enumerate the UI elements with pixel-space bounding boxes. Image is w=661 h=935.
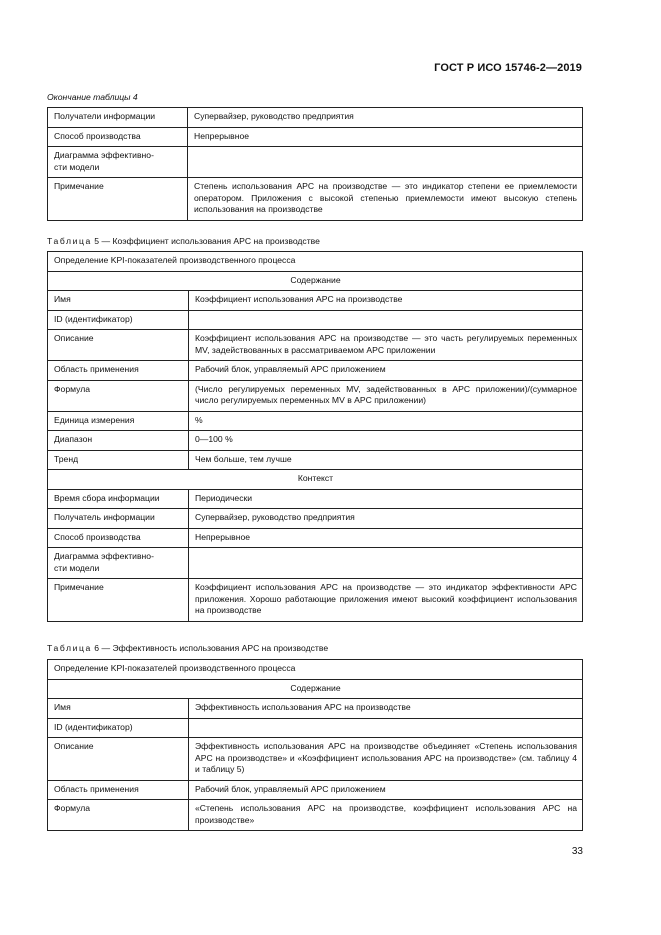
row-label: Диаграмма эффективно- сти модели: [48, 147, 188, 178]
table-row: [48, 330, 583, 361]
row-value: %: [189, 411, 583, 431]
row-label: Область применения: [48, 361, 189, 381]
table-row: [48, 528, 583, 548]
table4-end: [47, 107, 583, 221]
table5-definition: Определение KPI-показателей производственного процесса: [48, 252, 583, 272]
table5-caption-title: — Коэффициент использования APC на производстве: [101, 236, 320, 246]
table-row: [48, 431, 583, 451]
table-row: [48, 509, 583, 529]
table6-caption: [47, 643, 328, 653]
table5-section-content: Содержание: [48, 271, 583, 291]
row-value: Непрерывное: [189, 528, 583, 548]
table-row: [48, 548, 583, 579]
row-label: Тренд: [48, 450, 189, 470]
row-label: Формула: [48, 380, 189, 411]
row-value: Периодически: [189, 489, 583, 509]
row-label: Диаграмма эффективно- сти модели: [48, 548, 189, 579]
table5-caption-prefix: Таблица: [47, 236, 92, 246]
table-row: [48, 252, 583, 272]
row-label: Описание: [48, 330, 189, 361]
table-row: [48, 147, 583, 178]
row-value: Рабочий блок, управляемый APC приложением: [189, 780, 583, 800]
row-value: «Степень использования APC на производстве, коэффициент использования APC на производстве»: [189, 800, 583, 831]
row-label: Получатель информации: [48, 509, 189, 529]
row-value: 0—100 %: [189, 431, 583, 451]
table-row: [48, 780, 583, 800]
table6: [47, 659, 583, 831]
row-value: Степень использования APC на производстве — это индикатор степени ее приемлемости оператором. Приложения с высокой степенью приемлемости имеют высокую степень использования на производстве: [188, 178, 583, 221]
document-id-header: ГОСТ Р ИСО 15746-2—2019: [434, 62, 582, 74]
row-value: Эффективность использования APC на производстве объединяет «Степень использования APC на производстве» и «Коэффициент использования APC на производстве» (см. таблицу 4 и таблицу 5): [189, 738, 583, 781]
row-value: Коэффициент использования APC на производстве: [189, 291, 583, 311]
row-label: Примечание: [48, 579, 189, 622]
row-value: (Число регулируемых переменных MV, задействованных в APC приложении)/(суммарное число регулируемых переменных MV в APC приложении): [189, 380, 583, 411]
table-row: [48, 411, 583, 431]
row-value: Рабочий блок, управляемый APC приложением: [189, 361, 583, 381]
table6-content-rows: [48, 699, 583, 831]
row-value: Супервайзер, руководство предприятия: [189, 509, 583, 529]
row-value: Эффективность использования APC на производстве: [189, 699, 583, 719]
table-row: [48, 291, 583, 311]
table-row: [48, 718, 583, 738]
table5-content-rows: [48, 291, 583, 470]
row-label: Единица измерения: [48, 411, 189, 431]
table5-caption-number: 5: [94, 236, 100, 246]
table5-body: [48, 252, 583, 291]
row-value: [189, 718, 583, 738]
row-label: Описание: [48, 738, 189, 781]
table5-context-rows: [48, 489, 583, 621]
table-row: [48, 108, 583, 128]
row-label: Способ производства: [48, 127, 188, 147]
table4-end-caption: Окончание таблицы 4: [47, 92, 138, 102]
table-row: [48, 489, 583, 509]
table5-caption: [47, 236, 320, 246]
table-row: [48, 450, 583, 470]
row-label: Получатели информации: [48, 108, 188, 128]
table5-context-section: [48, 470, 583, 490]
row-value: Коэффициент использования APC на производстве — это часть регулируемых переменных MV, задействованных в рассматриваемом APC приложении: [189, 330, 583, 361]
table-row: [48, 310, 583, 330]
table5-section-context: Контекст: [48, 470, 583, 490]
table6-caption-number: 6: [94, 643, 100, 653]
table6-section-content: Содержание: [48, 679, 583, 699]
row-label: Диапазон: [48, 431, 189, 451]
row-value: Чем больше, тем лучше: [189, 450, 583, 470]
table-row: [48, 127, 583, 147]
row-value: [189, 310, 583, 330]
row-label: Примечание: [48, 178, 188, 221]
table-row: [48, 380, 583, 411]
table6-caption-prefix: Таблица: [47, 643, 92, 653]
row-label: Способ производства: [48, 528, 189, 548]
row-label: Время сбора информации: [48, 489, 189, 509]
table-row: [48, 178, 583, 221]
row-value: Непрерывное: [188, 127, 583, 147]
table6-definition: Определение KPI-показателей производственного процесса: [48, 660, 583, 680]
row-label: ID (идентификатор): [48, 310, 189, 330]
table-row: [48, 579, 583, 622]
page-number: 33: [571, 846, 583, 857]
table-row: [48, 699, 583, 719]
table-row: [48, 271, 583, 291]
row-value: [189, 548, 583, 579]
table-row: [48, 679, 583, 699]
row-value: Коэффициент использования APC на производстве — это индикатор эффективности APC приложения. Хорошо работающие приложения имеют высокий коэффициент использования на производстве: [189, 579, 583, 622]
table-row: [48, 800, 583, 831]
row-label: Область применения: [48, 780, 189, 800]
row-label: Имя: [48, 291, 189, 311]
table-row: [48, 361, 583, 381]
table-row: [48, 660, 583, 680]
table5: [47, 251, 583, 622]
table6-body: [48, 660, 583, 699]
table6-caption-title: — Эффективность использования APC на производстве: [101, 643, 329, 653]
row-value: [188, 147, 583, 178]
row-label: ID (идентификатор): [48, 718, 189, 738]
row-value: Супервайзер, руководство предприятия: [188, 108, 583, 128]
row-label: Имя: [48, 699, 189, 719]
table-row: [48, 738, 583, 781]
table-row: [48, 470, 583, 490]
table4-end-body: [48, 108, 583, 221]
row-label: Формула: [48, 800, 189, 831]
